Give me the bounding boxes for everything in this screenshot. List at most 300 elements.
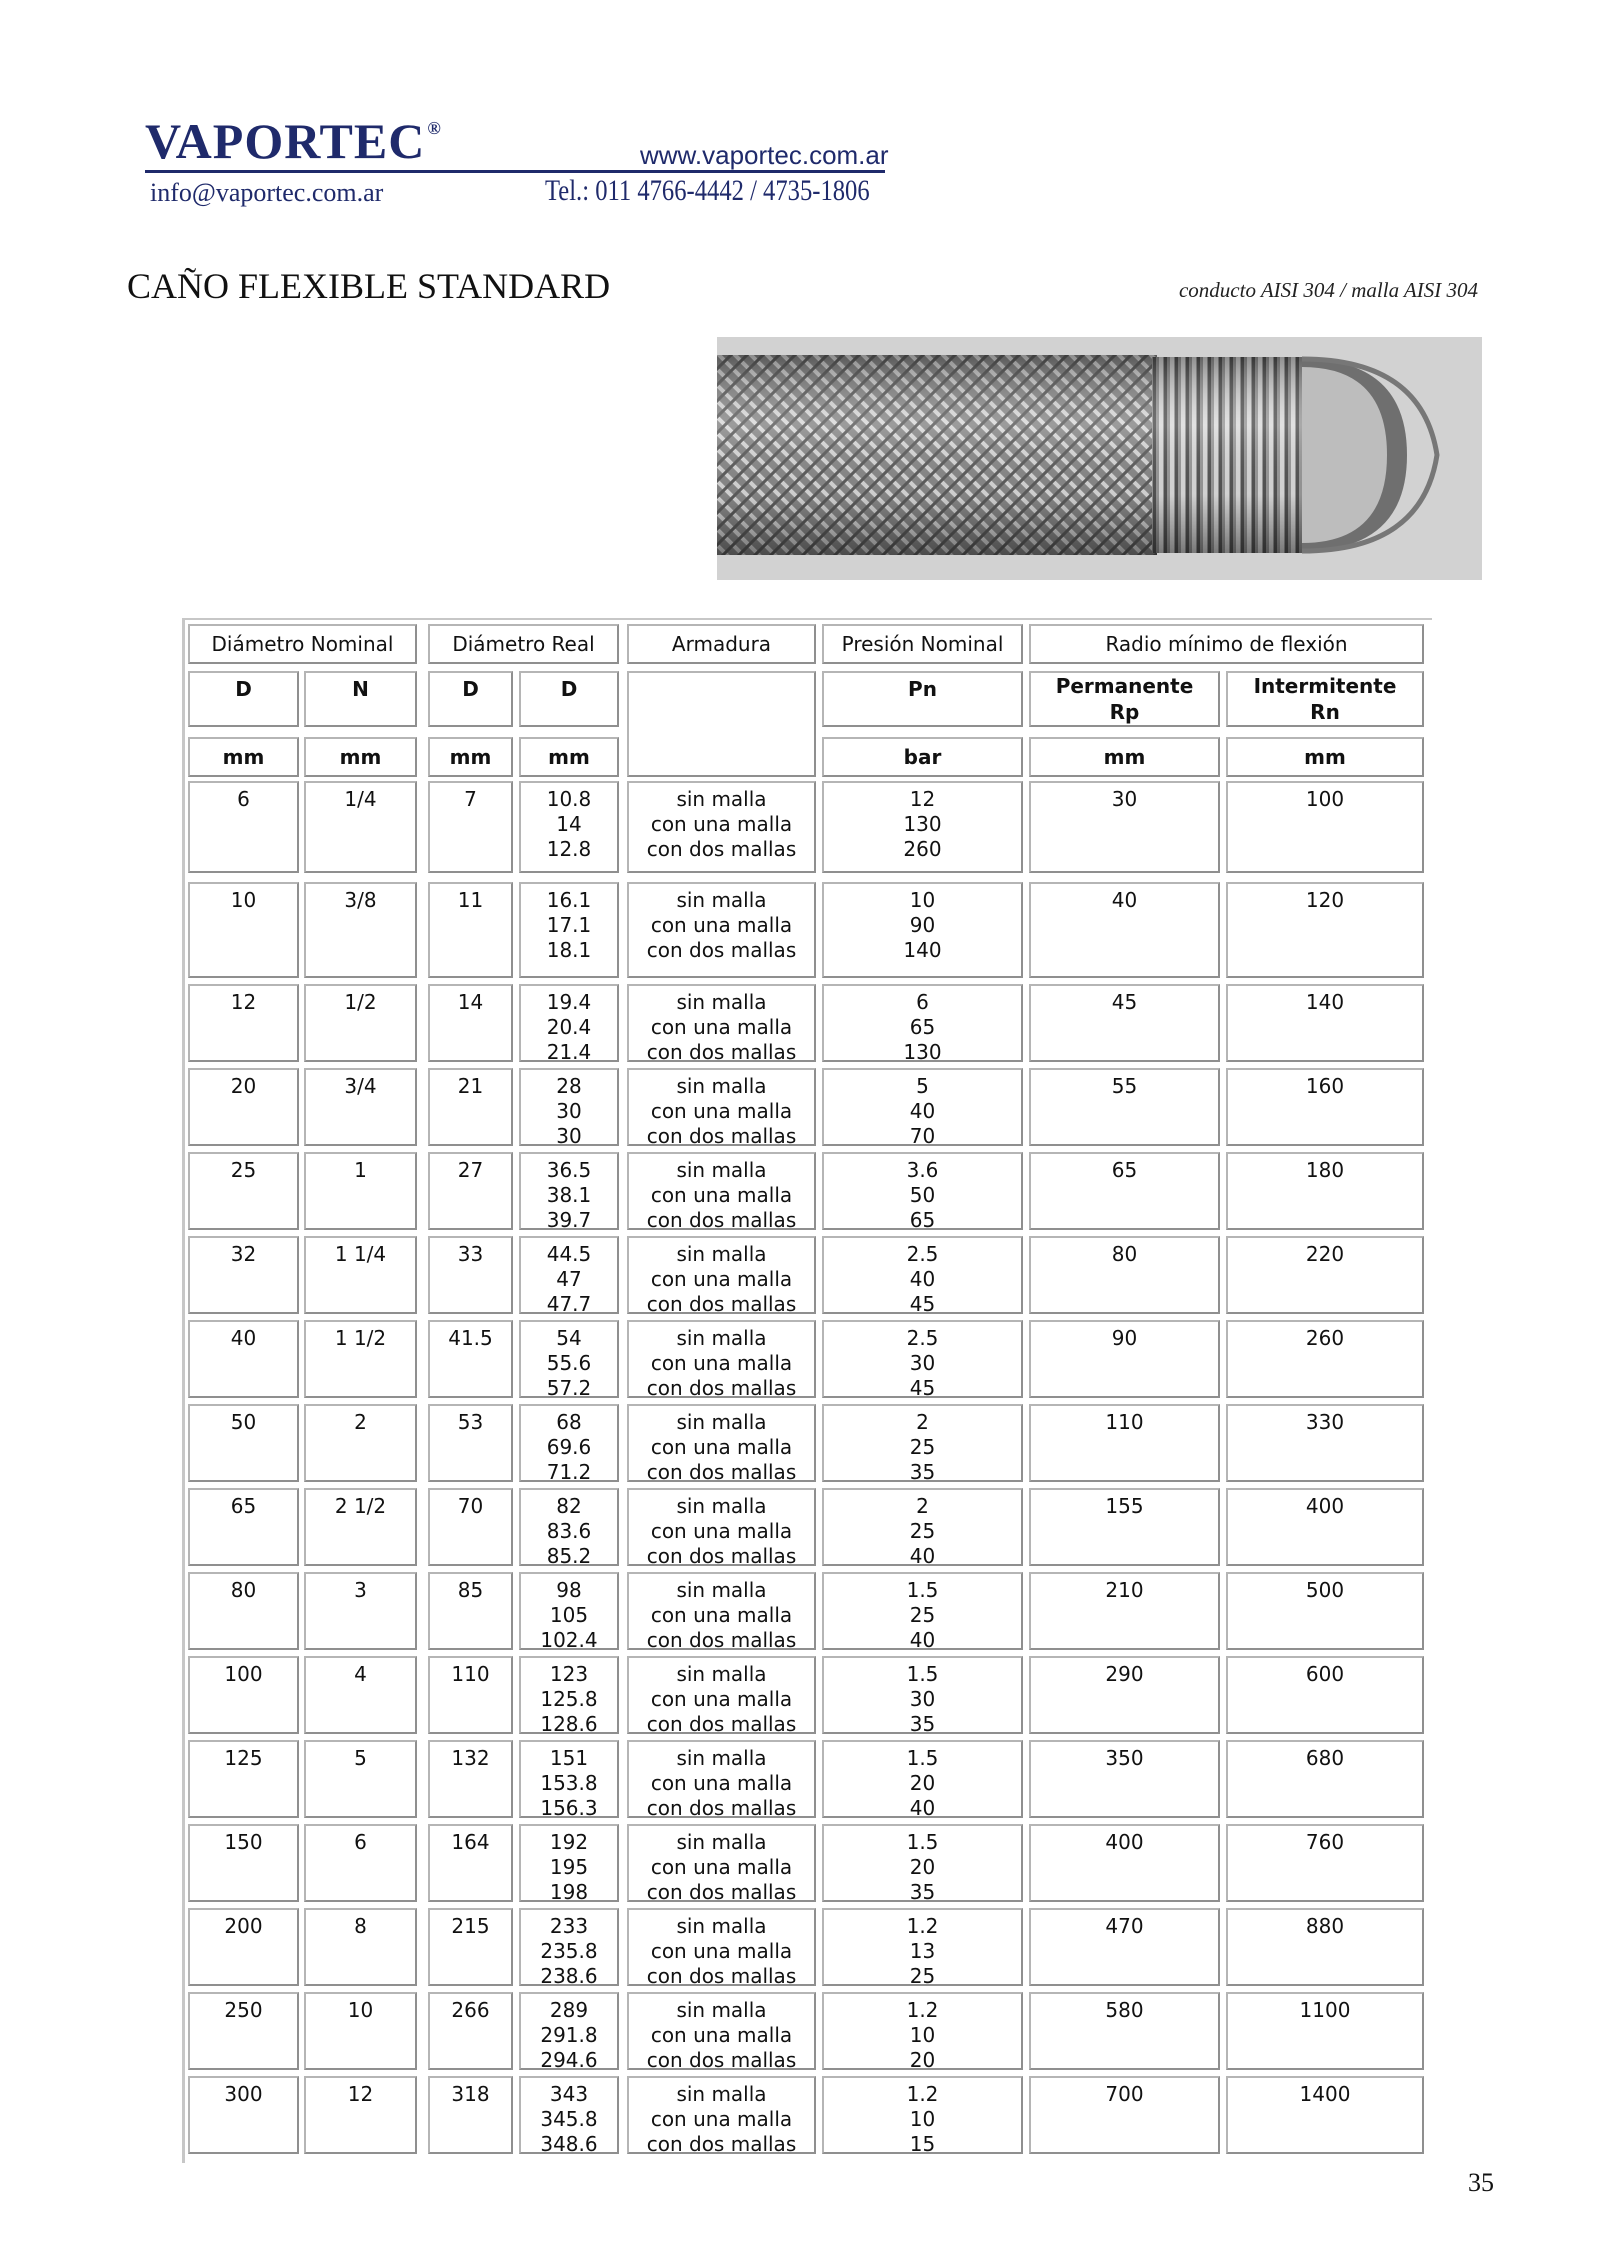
cell-pn-line: 30 <box>909 1351 936 1375</box>
cell-armadura-line: sin malla <box>676 1074 767 1098</box>
cell-armadura-line: con dos mallas <box>646 1124 797 1148</box>
cell-armadura-line: con una malla <box>650 1015 793 1039</box>
website-text[interactable]: www.vaportec.com.ar <box>640 140 889 170</box>
cell-pn-line: 35 <box>909 1460 936 1484</box>
cell-n: 10 <box>304 1992 417 2070</box>
cell-rn: 760 <box>1226 1824 1424 1902</box>
cell-n: 3/4 <box>304 1068 417 1146</box>
cell-d-ext-line: 54 <box>556 1326 582 1350</box>
header-diametro-nominal: Diámetro Nominal <box>188 624 417 664</box>
cell-rn: 260 <box>1226 1320 1424 1398</box>
page-title: CAÑO FLEXIBLE STANDARD <box>127 266 611 306</box>
cell-armadura-line: con una malla <box>650 1351 793 1375</box>
cell-pn <box>822 1992 1023 2070</box>
cell-d: 80 <box>188 1572 299 1650</box>
cell-rp: 65 <box>1029 1152 1220 1230</box>
cell-d-ext-line: 233 <box>549 1914 589 1938</box>
cell-d-ext-line: 125.8 <box>540 1687 598 1711</box>
cell-n: 6 <box>304 1824 417 1902</box>
cell-armadura-line: con dos mallas <box>646 1376 797 1400</box>
cell-d-ext-line: 47.7 <box>546 1292 592 1316</box>
cell-armadura-line: sin malla <box>676 1746 767 1770</box>
cell-armadura <box>627 1236 816 1314</box>
cell-d: 100 <box>188 1656 299 1734</box>
cell-d-ext-line: 98 <box>556 1578 582 1602</box>
col-header-d: D <box>188 671 299 727</box>
cell-d-ext-line: 123 <box>549 1662 589 1686</box>
cell-d: 125 <box>188 1740 299 1818</box>
cell-rn: 400 <box>1226 1488 1424 1566</box>
cell-d-ext <box>519 1824 619 1902</box>
cell-armadura-line: sin malla <box>676 1326 767 1350</box>
flexible-hose-photo <box>717 337 1482 580</box>
cell-armadura <box>627 1908 816 1986</box>
cell-pn-line: 10 <box>909 2107 936 2131</box>
cell-armadura-line: con una malla <box>650 1603 793 1627</box>
cell-rp: 580 <box>1029 1992 1220 2070</box>
cell-rp: 210 <box>1029 1572 1220 1650</box>
cell-pn <box>822 781 1023 873</box>
cell-pn-line: 25 <box>909 1603 936 1627</box>
cell-d-ext <box>519 1404 619 1482</box>
cell-d-real: 70 <box>428 1488 513 1566</box>
cell-pn-line: 40 <box>909 1796 936 1820</box>
cell-armadura-line: con una malla <box>650 1687 793 1711</box>
cell-pn <box>822 882 1023 978</box>
cell-rp: 700 <box>1029 2076 1220 2154</box>
cell-d-ext-line: 102.4 <box>540 1628 598 1652</box>
cell-armadura <box>627 984 816 1062</box>
cell-d-ext <box>519 1152 619 1230</box>
cell-pn <box>822 1152 1023 1230</box>
cell-d-ext-line: 16.1 <box>546 888 592 912</box>
cell-d-real: 85 <box>428 1572 513 1650</box>
cell-armadura-line: sin malla <box>676 1158 767 1182</box>
cell-d-real: 14 <box>428 984 513 1062</box>
cell-armadura-line: con dos mallas <box>646 2132 797 2156</box>
cell-rn: 100 <box>1226 781 1424 873</box>
cell-d-ext <box>519 1236 619 1314</box>
cell-armadura <box>627 1824 816 1902</box>
cell-d-ext-line: 238.6 <box>540 1964 598 1988</box>
cell-pn <box>822 1656 1023 1734</box>
cell-rn: 140 <box>1226 984 1424 1062</box>
header-armadura: Armadura <box>627 624 816 664</box>
cell-n: 12 <box>304 2076 417 2154</box>
cell-n: 1/2 <box>304 984 417 1062</box>
header-rule <box>145 170 885 173</box>
cell-d: 50 <box>188 1404 299 1482</box>
cell-pn <box>822 1068 1023 1146</box>
cell-armadura <box>627 1656 816 1734</box>
cell-pn-line: 260 <box>903 837 942 861</box>
cell-d-ext <box>519 2076 619 2154</box>
cell-rp: 30 <box>1029 781 1220 873</box>
unit-d: mm <box>188 737 299 777</box>
cell-pn-line: 1.2 <box>906 1914 939 1938</box>
cell-armadura <box>627 882 816 978</box>
cell-pn-line: 2 <box>916 1494 929 1518</box>
cell-n: 1 1/4 <box>304 1236 417 1314</box>
cell-armadura-line: con dos mallas <box>646 1544 797 1568</box>
vaportec-logo: VAPORTEC ® <box>145 113 442 169</box>
cell-pn-line: 40 <box>909 1544 936 1568</box>
cell-rn: 680 <box>1226 1740 1424 1818</box>
cell-pn-line: 40 <box>909 1267 936 1291</box>
cell-d-ext-line: 195 <box>549 1855 589 1879</box>
cell-d: 32 <box>188 1236 299 1314</box>
cell-n: 2 <box>304 1404 417 1482</box>
cell-armadura-line: con dos mallas <box>646 1208 797 1232</box>
cell-armadura-line: con una malla <box>650 1183 793 1207</box>
cell-pn <box>822 1236 1023 1314</box>
table-left-rule <box>182 618 185 2163</box>
cell-pn-line: 65 <box>909 1015 936 1039</box>
cell-d-ext-line: 19.4 <box>546 990 592 1014</box>
cell-pn-line: 35 <box>909 1880 936 1904</box>
cell-armadura <box>627 1572 816 1650</box>
cell-d-ext-line: 348.6 <box>540 2132 598 2156</box>
cell-armadura-line: con una malla <box>650 1939 793 1963</box>
cell-d-ext <box>519 1068 619 1146</box>
cell-d-ext-line: 343 <box>549 2082 589 2106</box>
cell-armadura-line: con una malla <box>650 1519 793 1543</box>
cell-d: 20 <box>188 1068 299 1146</box>
cell-d-ext-line: 17.1 <box>546 913 592 937</box>
cell-d-ext-line: 289 <box>549 1998 589 2022</box>
cell-d-ext-line: 345.8 <box>540 2107 598 2131</box>
cell-d-ext <box>519 1740 619 1818</box>
cell-pn-line: 15 <box>909 2132 936 2156</box>
cell-d-real: 164 <box>428 1824 513 1902</box>
armadura-header-blank <box>627 671 816 777</box>
cell-pn <box>822 984 1023 1062</box>
cell-d-ext-line: 14 <box>556 812 582 836</box>
cell-armadura-line: con dos mallas <box>646 1712 797 1736</box>
cell-d-ext-line: 294.6 <box>540 2048 598 2072</box>
cell-pn-line: 45 <box>909 1376 936 1400</box>
cell-armadura-line: sin malla <box>676 1914 767 1938</box>
cell-pn-line: 5 <box>916 1074 929 1098</box>
cell-pn-line: 35 <box>909 1712 936 1736</box>
cell-d-real: 41.5 <box>428 1320 513 1398</box>
cell-d-real: 110 <box>428 1656 513 1734</box>
material-subtitle: conducto AISI 304 / malla AISI 304 <box>1178 278 1478 302</box>
cell-pn-line: 25 <box>909 1964 936 1988</box>
cell-armadura-line: con una malla <box>650 1099 793 1123</box>
cell-pn-line: 1.5 <box>906 1662 939 1686</box>
cell-d-real: 318 <box>428 2076 513 2154</box>
cell-pn-line: 1.2 <box>906 2082 939 2106</box>
cell-pn-line: 1.5 <box>906 1830 939 1854</box>
cell-pn-line: 90 <box>909 913 936 937</box>
cell-pn <box>822 1404 1023 1482</box>
cell-n: 1 <box>304 1152 417 1230</box>
cell-pn-line: 6 <box>916 990 929 1014</box>
cell-d-real: 7 <box>428 781 513 873</box>
cell-armadura-line: sin malla <box>676 1242 767 1266</box>
cell-rn: 160 <box>1226 1068 1424 1146</box>
cell-pn-line: 140 <box>903 938 942 962</box>
cell-pn-line: 25 <box>909 1519 936 1543</box>
cell-armadura-line: con dos mallas <box>646 1040 797 1064</box>
cell-d-ext-line: 68 <box>556 1410 582 1434</box>
cell-rp: 90 <box>1029 1320 1220 1398</box>
cell-d-ext-line: 192 <box>549 1830 589 1854</box>
email-text[interactable]: info@vaportec.com.ar <box>150 178 384 207</box>
cell-armadura-line: sin malla <box>676 1830 767 1854</box>
cell-armadura-line: con dos mallas <box>646 2048 797 2072</box>
header-radio-minimo: Radio mínimo de flexión <box>1029 624 1424 664</box>
cell-d-ext-line: 105 <box>549 1603 589 1627</box>
cell-d-ext <box>519 1656 619 1734</box>
cell-d-real: 33 <box>428 1236 513 1314</box>
cell-armadura-line: con una malla <box>650 1855 793 1879</box>
cell-pn-line: 130 <box>903 1040 942 1064</box>
cell-pn-line: 1.2 <box>906 1998 939 2022</box>
cell-pn-line: 40 <box>909 1099 936 1123</box>
cell-rp: 80 <box>1029 1236 1220 1314</box>
cell-pn-line: 10 <box>909 888 936 912</box>
cell-rp: 350 <box>1029 1740 1220 1818</box>
cell-d-ext-line: 82 <box>556 1494 582 1518</box>
cell-rp: 110 <box>1029 1404 1220 1482</box>
cell-d-ext-line: 30 <box>556 1099 582 1123</box>
cell-pn <box>822 1740 1023 1818</box>
cell-armadura-line: con una malla <box>650 2107 793 2131</box>
cell-d-real: 11 <box>428 882 513 978</box>
cell-d-real: 266 <box>428 1992 513 2070</box>
cell-pn-line: 1.5 <box>906 1578 939 1602</box>
unit-rp: mm <box>1029 737 1220 777</box>
unit-d-ext: mm <box>519 737 619 777</box>
cell-d-ext-line: 83.6 <box>546 1519 592 1543</box>
cell-rp: 55 <box>1029 1068 1220 1146</box>
cell-rn: 1400 <box>1226 2076 1424 2154</box>
cell-rn: 600 <box>1226 1656 1424 1734</box>
cell-d-ext-line: 69.6 <box>546 1435 592 1459</box>
cell-n: 5 <box>304 1740 417 1818</box>
cell-pn-line: 70 <box>909 1124 936 1148</box>
header-diametro-real: Diámetro Real <box>428 624 619 664</box>
cell-pn-line: 25 <box>909 1435 936 1459</box>
cell-pn-line: 2.5 <box>906 1326 939 1350</box>
cell-armadura-line: sin malla <box>676 1578 767 1602</box>
cell-pn <box>822 1488 1023 1566</box>
cell-pn-line: 45 <box>909 1292 936 1316</box>
cell-rn: 120 <box>1226 882 1424 978</box>
cell-pn-line: 2.5 <box>906 1242 939 1266</box>
cell-armadura <box>627 1992 816 2070</box>
cell-pn-line: 30 <box>909 1687 936 1711</box>
cell-d: 300 <box>188 2076 299 2154</box>
cell-d-ext-line: 71.2 <box>546 1460 592 1484</box>
cell-rn: 220 <box>1226 1236 1424 1314</box>
cell-d-ext-line: 291.8 <box>540 2023 598 2047</box>
cell-d-ext-line: 198 <box>549 1880 589 1904</box>
cell-pn-line: 20 <box>909 1855 936 1879</box>
cell-armadura <box>627 1740 816 1818</box>
cell-armadura <box>627 1152 816 1230</box>
cell-armadura <box>627 1488 816 1566</box>
cell-pn <box>822 1824 1023 1902</box>
cell-pn-line: 20 <box>909 1771 936 1795</box>
cell-d-ext <box>519 1572 619 1650</box>
cell-d-real: 132 <box>428 1740 513 1818</box>
cell-rn: 330 <box>1226 1404 1424 1482</box>
cell-armadura <box>627 2076 816 2154</box>
cell-armadura-line: con dos mallas <box>646 1292 797 1316</box>
cell-pn-line: 2 <box>916 1410 929 1434</box>
cell-d-ext-line: 128.6 <box>540 1712 598 1736</box>
cell-d-ext-line: 20.4 <box>546 1015 592 1039</box>
cell-d: 200 <box>188 1908 299 1986</box>
cell-armadura-line: sin malla <box>676 1410 767 1434</box>
cell-d-ext-line: 38.1 <box>546 1183 592 1207</box>
cell-armadura-line: con dos mallas <box>646 938 797 962</box>
cell-d-ext-line: 21.4 <box>546 1040 592 1064</box>
header-presion-nominal: Presión Nominal <box>822 624 1023 664</box>
cell-pn-line: 1.5 <box>906 1746 939 1770</box>
cell-d-ext-line: 44.5 <box>546 1242 592 1266</box>
cell-pn-line: 65 <box>909 1208 936 1232</box>
cell-armadura-line: con una malla <box>650 913 793 937</box>
cell-armadura-line: con una malla <box>650 1267 793 1291</box>
cell-armadura <box>627 1404 816 1482</box>
col-header-pn: Pn <box>822 671 1023 727</box>
cell-rn: 880 <box>1226 1908 1424 1986</box>
cell-rp: 400 <box>1029 1824 1220 1902</box>
cell-d-ext-line: 156.3 <box>540 1796 598 1820</box>
cell-armadura-line: con una malla <box>650 1435 793 1459</box>
cell-d-ext-line: 47 <box>556 1267 582 1291</box>
col-header-intermitente: Intermitente Rn <box>1226 671 1424 727</box>
unit-n: mm <box>304 737 417 777</box>
cell-pn-line: 3.6 <box>906 1158 939 1182</box>
cell-armadura <box>627 1068 816 1146</box>
cell-d-ext-line: 12.8 <box>546 837 592 861</box>
col-header-d-real: D <box>428 671 513 727</box>
cell-d-ext <box>519 1992 619 2070</box>
cell-pn <box>822 1320 1023 1398</box>
cell-d: 12 <box>188 984 299 1062</box>
unit-rn: mm <box>1226 737 1424 777</box>
cell-n: 3 <box>304 1572 417 1650</box>
cell-n: 4 <box>304 1656 417 1734</box>
cell-pn <box>822 1572 1023 1650</box>
page-number: 35 <box>1468 2168 1494 2197</box>
cell-d-ext-line: 153.8 <box>540 1771 598 1795</box>
cell-d: 10 <box>188 882 299 978</box>
cell-n: 1/4 <box>304 781 417 873</box>
cell-armadura-line: con dos mallas <box>646 1796 797 1820</box>
cell-pn-line: 12 <box>909 787 936 811</box>
cell-d-ext-line: 235.8 <box>540 1939 598 1963</box>
cell-armadura-line: con una malla <box>650 1771 793 1795</box>
cell-d: 250 <box>188 1992 299 2070</box>
cell-armadura-line: sin malla <box>676 1998 767 2022</box>
cell-d: 6 <box>188 781 299 873</box>
cell-n: 3/8 <box>304 882 417 978</box>
cell-d-ext-line: 55.6 <box>546 1351 592 1375</box>
cell-n: 2 1/2 <box>304 1488 417 1566</box>
cell-pn-line: 40 <box>909 1628 936 1652</box>
cell-pn-line: 50 <box>909 1183 936 1207</box>
cell-d-ext <box>519 781 619 873</box>
cell-rp: 290 <box>1029 1656 1220 1734</box>
cell-n: 8 <box>304 1908 417 1986</box>
cell-armadura-line: sin malla <box>676 787 767 811</box>
cell-d-ext-line: 36.5 <box>546 1158 592 1182</box>
phone-text: Tel.: 011 4766-4442 / 4735-1806 <box>545 174 870 207</box>
cell-pn-line: 20 <box>909 2048 936 2072</box>
col-header-d-ext: D <box>519 671 619 727</box>
unit-pn: bar <box>822 737 1023 777</box>
cell-d-ext <box>519 1320 619 1398</box>
cell-d-ext-line: 39.7 <box>546 1208 592 1232</box>
cell-d: 65 <box>188 1488 299 1566</box>
cell-armadura-line: sin malla <box>676 990 767 1014</box>
cell-d-ext-line: 30 <box>556 1124 582 1148</box>
cell-d: 40 <box>188 1320 299 1398</box>
cell-d: 150 <box>188 1824 299 1902</box>
col-header-n: N <box>304 671 417 727</box>
cell-rp: 155 <box>1029 1488 1220 1566</box>
cell-rn: 500 <box>1226 1572 1424 1650</box>
cell-d-real: 21 <box>428 1068 513 1146</box>
cell-d-ext-line: 10.8 <box>546 787 592 811</box>
cell-armadura-line: con dos mallas <box>646 1628 797 1652</box>
cell-pn <box>822 1908 1023 1986</box>
cell-d-ext-line: 28 <box>556 1074 582 1098</box>
cell-d-ext <box>519 1488 619 1566</box>
cell-d-real: 27 <box>428 1152 513 1230</box>
cell-armadura-line: sin malla <box>676 2082 767 2106</box>
specs-table <box>182 618 1432 2163</box>
cell-rn: 1100 <box>1226 1992 1424 2070</box>
cell-armadura-line: sin malla <box>676 1494 767 1518</box>
col-header-permanente: Permanente Rp <box>1029 671 1220 727</box>
table-top-rule <box>182 618 1432 620</box>
cell-armadura-line: con una malla <box>650 2023 793 2047</box>
cell-armadura-line: con dos mallas <box>646 1460 797 1484</box>
cell-d-real: 215 <box>428 1908 513 1986</box>
cell-rp: 45 <box>1029 984 1220 1062</box>
cell-rp: 40 <box>1029 882 1220 978</box>
cell-armadura-line: con dos mallas <box>646 1964 797 1988</box>
cell-d-ext-line: 18.1 <box>546 938 592 962</box>
unit-d-real: mm <box>428 737 513 777</box>
cell-rn: 180 <box>1226 1152 1424 1230</box>
cell-n: 1 1/2 <box>304 1320 417 1398</box>
cell-pn-line: 10 <box>909 2023 936 2047</box>
cell-d-real: 53 <box>428 1404 513 1482</box>
cell-d-ext <box>519 1908 619 1986</box>
cell-pn-line: 130 <box>903 812 942 836</box>
cell-d-ext-line: 151 <box>549 1746 589 1770</box>
cell-pn-line: 13 <box>909 1939 936 1963</box>
cell-armadura-line: con dos mallas <box>646 1880 797 1904</box>
cell-rp: 470 <box>1029 1908 1220 1986</box>
cell-armadura <box>627 1320 816 1398</box>
cell-pn <box>822 2076 1023 2154</box>
cell-d-ext-line: 57.2 <box>546 1376 592 1400</box>
cell-armadura-line: sin malla <box>676 888 767 912</box>
cell-armadura <box>627 781 816 873</box>
cell-armadura-line: con una malla <box>650 812 793 836</box>
cell-d: 25 <box>188 1152 299 1230</box>
cell-armadura-line: con dos mallas <box>646 837 797 861</box>
